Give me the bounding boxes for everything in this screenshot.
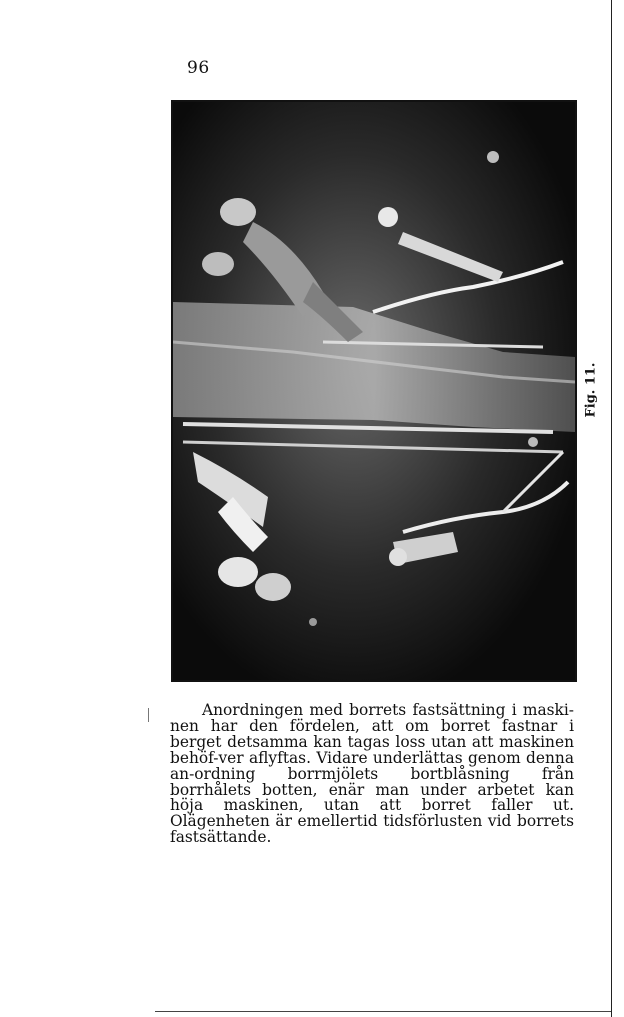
margin-mark bbox=[148, 708, 149, 722]
figure-label bbox=[577, 362, 605, 418]
paragraph: Anordningen med borrets fastsättning i maski-nen har den fördelen, att om borret fastnar i berget detsamma kan tagas loss utan att maskinen behöf-ver aflyftas. Vidare underlättas genom denna an-ordning borrmjölets bortblåsning från borrhålets botten, enär man under arbetet kan höja maskinen, utan att borret faller ut. Olägenheten är emellertid tidsförlusten vid borrets fastsättande. bbox=[170, 701, 574, 847]
mine-drilling-photo bbox=[173, 102, 575, 680]
bottom-rule bbox=[155, 1011, 611, 1012]
body-text bbox=[170, 703, 574, 846]
page-edge-line bbox=[611, 0, 612, 1017]
page-number: 96 bbox=[187, 58, 210, 78]
figure-photo bbox=[171, 100, 577, 682]
figure-label-text: Fig. 11. bbox=[583, 362, 599, 418]
